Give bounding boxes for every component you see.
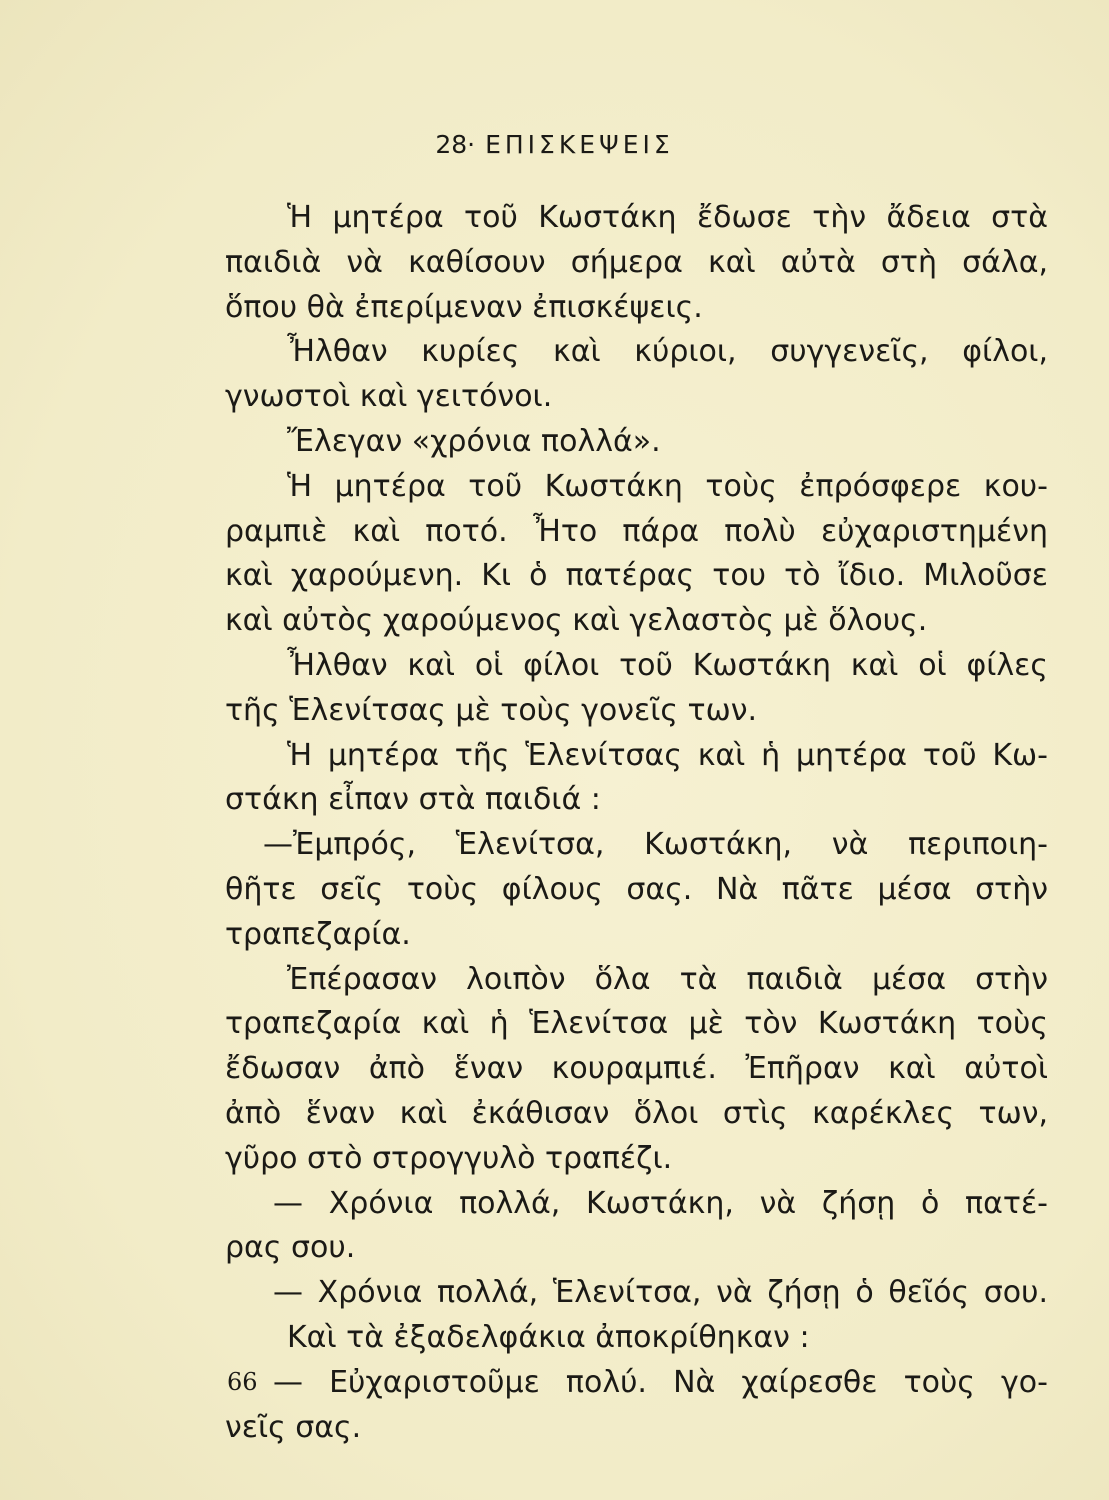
text-line: — Χρόνια πολλά, Κωστάκη, νὰ ζήσῃ ὁ πατέ- [273, 1185, 1048, 1221]
chapter-number: 28· [435, 130, 476, 159]
text-line: νεῖς σας. [225, 1409, 362, 1445]
text-line: Ἡ μητέρα τοῦ Κωστάκη ἔδωσε τὴν ἄδεια στὰ [287, 200, 1048, 235]
text-line: Ἡ μητέρα τῆς Ἑλενίτσας καὶ ἡ μητέρα τοῦ Κω- [287, 737, 1048, 773]
text-line: Ἐπέρασαν λοιπὸν ὅλα τὰ παιδιὰ μέσα στὴν [287, 961, 1048, 997]
text-line: καὶ αὐτὸς χαρούμενος καὶ γελαστὸς μὲ ὅλους. [225, 603, 928, 639]
text-line: — Εὐχαριστοῦμε πολύ. Νὰ χαίρεσθε τοὺς γο- [273, 1364, 1048, 1400]
text-line: ὅπου θὰ ἐπερίμεναν ἐπισκέψεις. [225, 289, 703, 325]
text-line: καὶ χαρούμενη. Κι ὁ πατέρας του τὸ ἴδιο. Μιλοῦσε [225, 558, 1048, 594]
text-line: Καὶ τὰ ἐξαδελφάκια ἀποκρίθηκαν : [287, 1319, 810, 1355]
text-line: Ἦλθαν κυρίες καὶ κύριοι, συγγενεῖς, φίλοι, [287, 334, 1048, 370]
text-line: τραπεζαρία. [225, 916, 411, 952]
text-line: ρας σου. [225, 1230, 356, 1266]
text-line: παιδιὰ νὰ καθίσουν σήμερα καὶ αὐτὰ στὴ σάλα, [225, 244, 1048, 280]
text-line: Ἡ μητέρα τοῦ Κωστάκη τοὺς ἐπρόσφερε κου- [287, 468, 1048, 504]
body-text [225, 196, 1048, 1450]
text-line: ραμπιὲ καὶ ποτό. Ἦτο πάρα πολὺ εὐχαριστημένη [225, 513, 1048, 549]
chapter-title: ΕΠΙΣΚΕΨΕΙΣ [485, 130, 674, 159]
text-line: γῦρο στὸ στρογγυλὸ τραπέζι. [225, 1140, 673, 1176]
text-line: Ἦλθαν καὶ οἱ φίλοι τοῦ Κωστάκη καὶ οἱ φίλες [287, 647, 1048, 683]
text-line: ἔδωσαν ἀπὸ ἕναν κουραμπιέ. Ἐπῆραν καὶ αὐτοὶ [225, 1051, 1048, 1087]
text-line: Ἔλεγαν «χρόνια πολλά». [287, 423, 661, 459]
text-line: θῆτε σεῖς τοὺς φίλους σας. Νὰ πᾶτε μέσα στὴν [225, 871, 1048, 907]
text-line: —Ἐμπρός, Ἑλενίτσα, Κωστάκη, νὰ περιποιη- [263, 827, 1048, 863]
text-line: γνωστοὶ καὶ γειτόνοι. [225, 379, 553, 415]
text-line: στάκη εἶπαν στὰ παιδιά : [225, 782, 601, 818]
chapter-heading [0, 130, 1109, 159]
text-line: ἀπὸ ἕναν καὶ ἐκάθισαν ὅλοι στὶς καρέκλες των, [225, 1095, 1048, 1131]
text-line: — Χρόνια πολλά, Ἑλενίτσα, νὰ ζήσῃ ὁ θεῖός σου. [273, 1275, 1048, 1311]
page-number: 66 [227, 1368, 258, 1396]
text-line: τραπεζαρία καὶ ἡ Ἑλενίτσα μὲ τὸν Κωστάκη τοὺς [225, 1006, 1048, 1042]
text-line: τῆς Ἑλενίτσας μὲ τοὺς γονεῖς των. [225, 692, 758, 728]
